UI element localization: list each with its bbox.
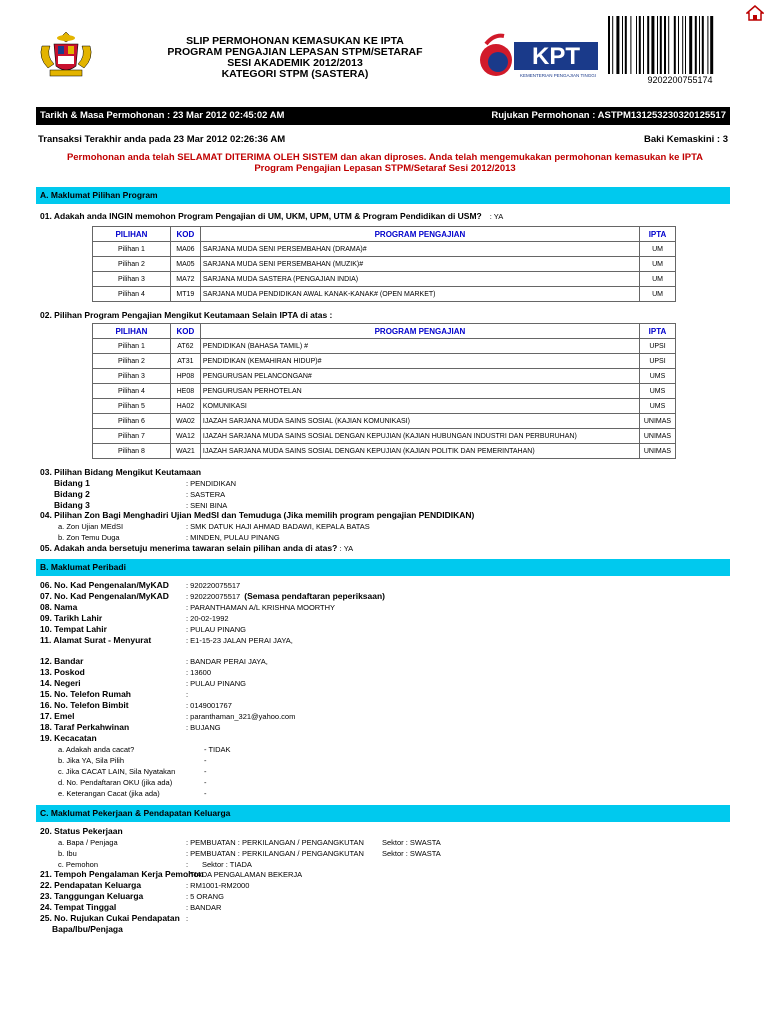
program-table-1: [92, 226, 676, 302]
pilihan-cell: Pilihan 3: [93, 272, 171, 287]
field-row: [40, 722, 221, 733]
barcode-bar: [678, 16, 679, 74]
question-02: 02. Pilihan Program Pengajian Mengikut Keutamaan Selain IPTA di atas :: [40, 310, 333, 320]
bidang-label: Bidang 2: [54, 489, 90, 499]
barcode: [606, 16, 754, 78]
barcode-bar: [689, 16, 692, 74]
barcode-number: 9202200755174: [647, 75, 713, 85]
col-program: PROGRAM PENGAJIAN: [200, 227, 639, 242]
pekerjaan-label: c. Pemohon: [58, 860, 99, 869]
field-value: : RM1001-RM2000: [186, 881, 250, 890]
field-row: [40, 656, 268, 667]
field-value: : BANDAR: [186, 903, 222, 912]
program-cell: SARJANA MUDA SENI PERSEMBAHAN (MUZIK)#: [200, 257, 639, 272]
field-row: [58, 755, 207, 766]
table-row: [93, 272, 676, 287]
pekerjaan-label: b. Ibu: [58, 849, 77, 858]
field-value: : paranthaman_321@yahoo.com: [186, 712, 296, 721]
program-cell: SARJANA MUDA SENI PERSEMBAHAN (DRAMA)#: [200, 242, 639, 257]
ipta-cell: UNIMAS: [640, 414, 676, 429]
coat-of-arms-logo: [36, 28, 96, 80]
application-info-bar: [36, 107, 730, 125]
barcode-bar: [636, 16, 637, 74]
kpt-logo-text: KPT: [532, 43, 580, 70]
notice-line: Program Pengajian Lepasan STPM/Setaraf Sesi 2012/2013: [254, 163, 516, 174]
program-cell: PENGURUSAN PERHOTELAN: [200, 384, 639, 399]
success-notice: [60, 152, 710, 174]
program-cell: SARJANA MUDA SASTERA (PENGAJIAN INDIA): [200, 272, 639, 287]
field-row: [40, 913, 189, 924]
application-datetime: Tarikh & Masa Permohonan : 23 Mar 2012 02:45:02 AM: [40, 110, 285, 121]
field-row: [40, 602, 336, 613]
field-value: -: [204, 778, 207, 787]
barcode-bar: [685, 16, 686, 74]
title-line: KATEGORI STPM (SASTERA): [221, 68, 369, 80]
table-row: [93, 354, 676, 369]
program-cell: IJAZAH SARJANA MUDA SAINS SOSIAL DENGAN KEPUJIAN (KAJIAN HUBUNGAN INDUSTRI DAN PERBURUHAN): [200, 429, 639, 444]
field-value: -: [204, 756, 207, 765]
pilihan-cell: Pilihan 1: [93, 339, 171, 354]
field-note: (Semasa pendaftaran peperiksaan): [244, 591, 386, 601]
field-row: [40, 880, 250, 891]
pilihan-cell: Pilihan 8: [93, 444, 171, 459]
field-row: [40, 635, 293, 646]
section-a-header: A. Maklumat Pilihan Program: [36, 187, 730, 204]
pilihan-cell: Pilihan 2: [93, 257, 171, 272]
program-table-2: [92, 323, 676, 459]
field-label: e. Keterangan Cacat (jika ada): [58, 789, 160, 798]
field-value: : PULAU PINANG: [186, 625, 247, 634]
pekerjaan-value: : PEMBUATAN : PERKILANGAN / PENGANGKUTAN: [186, 838, 364, 847]
field-row: [40, 678, 247, 689]
ipta-cell: UMS: [640, 384, 676, 399]
pilihan-cell: Pilihan 4: [93, 384, 171, 399]
pilihan-cell: Pilihan 5: [93, 399, 171, 414]
bidang-label: Bidang 1: [54, 478, 90, 488]
kod-cell: WA02: [170, 414, 200, 429]
kpt-logo-subtext: KEMENTERIAN PENGAJIAN TINGGI: [520, 73, 596, 78]
field-value: :: [186, 690, 189, 699]
ipta-cell: UM: [640, 287, 676, 302]
table-row: [93, 242, 676, 257]
barcode-bar: [625, 16, 627, 74]
field-label: 13. Poskod: [40, 667, 85, 677]
field-label: 22. Pendapatan Keluarga: [40, 880, 142, 890]
field-value: : 20-02-1992: [186, 614, 229, 623]
barcode-bar: [608, 16, 610, 74]
field-value: : 920220075517: [186, 592, 241, 601]
kod-cell: MA05: [170, 257, 200, 272]
field-row: [40, 891, 224, 902]
question-25-text-cont: Bapa/Ibu/Penjaga: [52, 924, 123, 934]
field-value: : BANDAR PERAI JAYA,: [186, 657, 268, 666]
kod-cell: MT19: [170, 287, 200, 302]
barcode-bar: [616, 16, 619, 74]
field-label: 25. No. Rujukan Cukai Pendapatan: [40, 913, 180, 923]
table-row: [93, 339, 676, 354]
ipta-cell: UMS: [640, 399, 676, 414]
field-value-wrap: [186, 591, 385, 602]
table-row: [93, 444, 676, 459]
col-pilihan: PILIHAN: [93, 324, 171, 339]
field-row: [40, 902, 222, 913]
kod-cell: HA02: [170, 399, 200, 414]
question-20: [40, 826, 123, 837]
question-20-text: 20. Status Pekerjaan: [40, 826, 123, 836]
question-01-answer: : YA: [489, 212, 504, 221]
barcode-bar: [710, 16, 713, 74]
question-03: [40, 467, 201, 478]
barcode-bar: [643, 16, 644, 74]
pilihan-cell: Pilihan 4: [93, 287, 171, 302]
barcode-bar: [699, 16, 700, 74]
field-label: b. Jika YA, Sila Pilih: [58, 756, 125, 765]
field-row: [40, 700, 232, 711]
field-label: 18. Taraf Perkahwinan: [40, 722, 130, 732]
application-reference: Rujukan Permohonan : ASTPM131253230320125517: [491, 110, 726, 121]
field-label: 19. Kecacatan: [40, 733, 97, 743]
field-value: : PARANTHAMAN A/L KRISHNA MOORTHY: [186, 603, 336, 612]
table-row: [93, 399, 676, 414]
kod-cell: MA72: [170, 272, 200, 287]
barcode-bar: [660, 16, 662, 74]
col-kod: KOD: [170, 227, 200, 242]
ipta-cell: UM: [640, 272, 676, 287]
barcode-bar: [674, 16, 676, 74]
pilihan-cell: Pilihan 6: [93, 414, 171, 429]
field-label: 21. Tempoh Pengalaman Kerja Pemohon: [40, 869, 204, 879]
field-row: [40, 869, 303, 880]
field-row: [58, 744, 231, 755]
field-value: : BUJANG: [186, 723, 221, 732]
question-01: [40, 211, 503, 221]
barcode-bar: [695, 16, 697, 74]
ipta-cell: UNIMAS: [640, 444, 676, 459]
field-value: -: [204, 789, 207, 798]
bidang-value: : PENDIDIKAN: [186, 479, 237, 488]
kod-cell: AT62: [170, 339, 200, 354]
kod-cell: AT31: [170, 354, 200, 369]
program-cell: PENDIDIKAN (KEMAHIRAN HIDUP)#: [200, 354, 639, 369]
sektor-value: Sektor : SWASTA: [382, 849, 441, 858]
table-row: [93, 414, 676, 429]
col-ipta: IPTA: [640, 227, 676, 242]
table-row: [93, 369, 676, 384]
program-cell: KOMUNIKASI: [200, 399, 639, 414]
field-value: -: [204, 767, 207, 776]
field-row: [40, 613, 229, 624]
field-label: 07. No. Kad Pengenalan/MyKAD: [40, 591, 169, 601]
program-cell: IJAZAH SARJANA MUDA SAINS SOSIAL (KAJIAN KOMUNIKASI): [200, 414, 639, 429]
field-row: [40, 591, 386, 602]
field-label: 23. Tanggungan Keluarga: [40, 891, 144, 901]
question-05-answer: : YA: [339, 544, 354, 553]
barcode-bar: [651, 16, 654, 74]
sektor-value: Sektor : SWASTA: [382, 838, 441, 847]
sektor-value: Sektor : TIADA: [202, 860, 252, 869]
program-cell: PENDIDIKAN (BAHASA TAMIL) #: [200, 339, 639, 354]
ipta-cell: UNIMAS: [640, 429, 676, 444]
field-label: 15. No. Telefon Rumah: [40, 689, 131, 699]
field-value: : 13600: [186, 668, 212, 677]
field-row: [40, 667, 212, 678]
question-05: [40, 543, 353, 554]
notice-line: Permohonan anda telah SELAMAT DITERIMA OLEH SISTEM dan akan diproses. Anda telah mengemukakan permohonan kemasukan ke IPTA: [66, 152, 704, 163]
section-b-header: B. Maklumat Peribadi: [36, 559, 730, 576]
field-label: 06. No. Kad Pengenalan/MyKAD: [40, 580, 169, 590]
zon-value: : SMK DATUK HAJI AHMAD BADAWI, KEPALA BATAS: [186, 522, 370, 531]
section-c-header: C. Maklumat Pekerjaan & Pendapatan Keluarga: [36, 805, 730, 822]
title-line: PROGRAM PENGAJIAN LEPASAN STPM/SETARAF: [167, 46, 423, 58]
field-value: : E1-15-23 JALAN PERAI JAYA,: [186, 636, 293, 645]
field-label: d. No. Pendaftaran OKU (jika ada): [58, 778, 173, 787]
col-ipta: IPTA: [640, 324, 676, 339]
ipta-cell: UM: [640, 257, 676, 272]
title-line: SESI AKADEMIK 2012/2013: [227, 57, 363, 69]
zon-label: a. Zon Ujian MEdSI: [58, 522, 124, 531]
pekerjaan-row: [58, 837, 441, 848]
field-label: c. Jika CACAT LAIN, Sila Nyatakan: [58, 767, 176, 776]
field-row: [40, 580, 241, 591]
field-label: 12. Bandar: [40, 656, 84, 666]
zon-row: [58, 532, 280, 543]
field-row: [40, 733, 97, 744]
field-row: [40, 624, 247, 635]
barcode-bar: [622, 16, 623, 74]
table-row: [93, 257, 676, 272]
barcode-bar: [707, 16, 708, 74]
field-label: 16. No. Telefon Bimbit: [40, 700, 129, 710]
title-line: SLIP PERMOHONAN KEMASUKAN KE IPTA: [186, 35, 404, 47]
ipta-cell: UPSI: [640, 339, 676, 354]
question-05-text: 05. Adakah anda bersetuju menerima tawaran selain pilihan anda di atas?: [40, 543, 338, 553]
zon-value: : MINDEN, PULAU PINANG: [186, 533, 280, 542]
pekerjaan-value: : PEMBUATAN : PERKILANGAN / PENGANGKUTAN: [186, 849, 364, 858]
barcode-bar: [682, 16, 683, 74]
pekerjaan-label: a. Bapa / Penjaga: [58, 838, 118, 847]
field-value: - TIDAK: [204, 745, 231, 754]
table-row: [93, 384, 676, 399]
kod-cell: WA12: [170, 429, 200, 444]
bidang-value: : SENI BINA: [186, 501, 228, 510]
barcode-bar: [647, 16, 649, 74]
barcode-bar: [657, 16, 658, 74]
program-cell: PENGURUSAN PELANCONGAN#: [200, 369, 639, 384]
field-row: [40, 689, 189, 700]
remaining-updates: Baki Kemaskini : 3: [644, 134, 728, 145]
field-value: : 5 ORANG: [186, 892, 224, 901]
pekerjaan-value: :: [186, 860, 189, 869]
field-label: 08. Nama: [40, 602, 78, 612]
field-value: : TIADA PENGALAMAN BEKERJA: [186, 870, 303, 879]
question-04-text: 04. Pilihan Zon Bagi Menghadiri Ujian MedSI dan Temuduga (Jika memilih program pengajian PENDIDIKAN): [40, 510, 475, 520]
bidang-row: [54, 489, 226, 500]
bidang-value: : SASTERA: [186, 490, 226, 499]
kod-cell: HP08: [170, 369, 200, 384]
last-transaction: Transaksi Terakhir anda pada 23 Mar 2012 02:26:36 AM: [38, 134, 286, 145]
barcode-bar: [612, 16, 613, 74]
bidang-label: Bidang 3: [54, 500, 90, 510]
col-kod: KOD: [170, 324, 200, 339]
kod-cell: HE08: [170, 384, 200, 399]
field-row: [58, 788, 207, 799]
pekerjaan-row: [58, 848, 441, 859]
program-cell: IJAZAH SARJANA MUDA SAINS SOSIAL DENGAN KEPUJIAN (KAJIAN POLITIK DAN PEMERINTAHAN): [200, 444, 639, 459]
kpt-logo: [474, 30, 600, 82]
ipta-cell: UM: [640, 242, 676, 257]
pilihan-cell: Pilihan 1: [93, 242, 171, 257]
field-label: 24. Tempat Tinggal: [40, 902, 117, 912]
ipta-cell: UMS: [640, 369, 676, 384]
barcode-bar: [639, 16, 641, 74]
field-label: 14. Negeri: [40, 678, 81, 688]
field-label: 10. Tempat Lahir: [40, 624, 107, 634]
field-label: a. Adakah anda cacat?: [58, 745, 135, 754]
field-row: [58, 777, 207, 788]
field-row: [40, 711, 296, 722]
pilihan-cell: Pilihan 3: [93, 369, 171, 384]
col-program: PROGRAM PENGAJIAN: [200, 324, 639, 339]
barcode-bar: [664, 16, 666, 74]
zon-row: [58, 521, 370, 532]
table-row: [93, 287, 676, 302]
program-cell: SARJANA MUDA PENDIDIKAN AWAL KANAK-KANAK# (OPEN MARKET): [200, 287, 639, 302]
question-25-continuation: [52, 924, 123, 935]
field-label: 17. Emel: [40, 711, 75, 721]
slip-title: [120, 36, 470, 80]
field-row: [58, 766, 207, 777]
field-value: : 0149001767: [186, 701, 232, 710]
kod-cell: WA21: [170, 444, 200, 459]
bidang-row: [54, 478, 237, 489]
field-label: 11. Alamat Surat - Menyurat: [40, 635, 152, 645]
field-value: : 920220075517: [186, 581, 241, 590]
question-01-text: 01. Adakah anda INGIN memohon Program Pengajian di UM, UKM, UPM, UTM & Program Pendidikan di USM?: [40, 211, 482, 221]
question-04: [40, 510, 474, 521]
barcode-bar: [668, 16, 669, 74]
pilihan-cell: Pilihan 2: [93, 354, 171, 369]
barcode-bar: [630, 16, 631, 74]
field-label: 09. Tarikh Lahir: [40, 613, 103, 623]
kod-cell: MA06: [170, 242, 200, 257]
pilihan-cell: Pilihan 7: [93, 429, 171, 444]
table-row: [93, 429, 676, 444]
col-pilihan: PILIHAN: [93, 227, 171, 242]
field-value: :: [186, 914, 189, 923]
question-03-text: 03. Pilihan Bidang Mengikut Keutamaan: [40, 467, 202, 477]
ipta-cell: UPSI: [640, 354, 676, 369]
zon-label: b. Zon Temu Duga: [58, 533, 120, 542]
field-value: : PULAU PINANG: [186, 679, 247, 688]
barcode-bar: [702, 16, 704, 74]
